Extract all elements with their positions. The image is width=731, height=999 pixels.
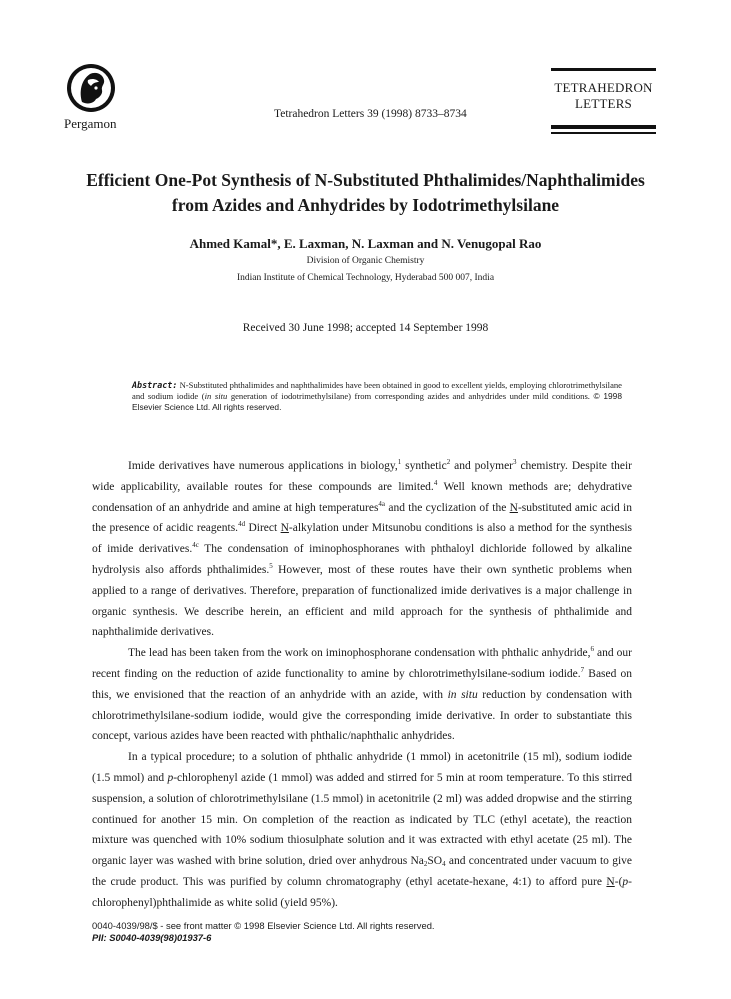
journal-name-line2: LETTERS bbox=[574, 96, 632, 111]
reference-marker: 7 bbox=[580, 665, 585, 674]
abstract-text-cont: generation of iodotrimethylsilane) from corresponding azides and anhydrides under mild conditions. bbox=[227, 391, 594, 402]
header-rule-top bbox=[551, 68, 656, 71]
article-title bbox=[0, 168, 731, 218]
received-dates: Received 30 June 1998; accepted 14 September 1998 bbox=[242, 322, 489, 334]
abstract-copyright: © 1998 Elsevier Science Ltd. All rights reserved. bbox=[132, 391, 622, 413]
reference-marker: 1 bbox=[397, 458, 402, 466]
authors: Ahmed Kamal*, E. Laxman, N. Laxman and N. Venugopal Rao bbox=[189, 236, 542, 251]
footer-pii: PII: S0040-4039(98)01937-6 bbox=[92, 932, 212, 943]
reference-marker: 4d bbox=[238, 520, 246, 529]
publisher-logo bbox=[66, 62, 116, 114]
article-body bbox=[92, 456, 632, 914]
journal-name bbox=[551, 80, 656, 112]
article-title-line1: Efficient One-Pot Synthesis of N-Substituted Phthalimides/Naphthalimides bbox=[86, 170, 645, 190]
reference-marker: 3 bbox=[513, 458, 517, 466]
abstract-label: Abstract: bbox=[132, 380, 178, 390]
header-rule-bottom bbox=[551, 125, 656, 129]
journal-name-line1: TETRAHEDRON bbox=[554, 80, 653, 95]
publisher-name: Pergamon bbox=[64, 116, 117, 131]
journal-citation: Tetrahedron Letters 39 (1998) 8733–8734 bbox=[274, 108, 467, 120]
affiliation-division: Division of Organic Chemistry bbox=[306, 256, 425, 266]
reference-marker: 4c bbox=[192, 541, 199, 550]
paragraph-lead: The lead has been taken from the work on iminophosphorane condensation with phthalic anhydride,$^6$ and our recent finding on the reduction of azide functionality to amine by chlorotrimethylsilane-sodium iodide.$^7$ Based on this, we envisioned that the reaction of an anhydride with an azide, with in situ reduction by condensation with chlorotrimethylsilane-sodium iodide, would give the corresponding imide derivative. In order to substantiate this concept, various azides have been reacted with phthalic/naphthalic anhydrides. bbox=[92, 645, 633, 743]
reference-marker: 4 bbox=[433, 478, 438, 487]
reference-marker: 5 bbox=[269, 561, 273, 570]
abstract bbox=[132, 380, 622, 414]
reference-marker: 6 bbox=[590, 645, 595, 654]
abstract-in-situ: in situ bbox=[204, 391, 228, 402]
affiliation-institute: Indian Institute of Chemical Technology, Hyderabad 500 007, India bbox=[236, 273, 495, 283]
abstract-text: N-Substituted phthalimides and naphthalimides have been obtained in good to excellent yields, employing chlorotrimethylsilane and sodium iodide ( bbox=[132, 380, 622, 402]
reference-marker: 2 bbox=[446, 458, 451, 466]
footer bbox=[92, 920, 435, 944]
footer-issn: 0040-4039/98/$ - see front matter © 1998 Elsevier Science Ltd. All rights reserved. bbox=[92, 920, 435, 931]
article-title-line2: from Azides and Anhydrides by Iodotrimethylsilane bbox=[171, 195, 560, 215]
paragraph-procedure: In a typical procedure; to a solution of phthalic anhydride (1 mmol) in acetonitrile (15 ml), sodium iodide (1.5 mmol) and p-chlorophenyl azide (1 mmol) was added and stirred for 5 min at room temperature. To this stirred suspension, a solution of chlorotrimethylsilane (1.5 mmol) in acetonitrile (2 ml) was added dropwise and the stirring continued for another 15 min. On completion of the reaction as indicated by TLC (ethyl acetate), the reaction mixture was quenched with 10% sodium thiosulphate solution and it was extracted with ethyl acetate (25 ml). The organic layer was washed with brine solution, dried over anhydrous $Na_2SO_4$ and concentrated under vacuum to give the crude product. This was purified by column chromatography (ethyl acetate-hexane, 4:1) to afford pure N-(p-chlorophenyl)phthalimide as white solid (yield 95%). bbox=[92, 751, 632, 909]
reference-marker: 4a bbox=[378, 499, 386, 508]
paragraph-intro: Imide derivatives have numerous applications in biology,$^1$ synthetic$^2$ and polymer$^3$ chemistry. Despite their wide applicability, available routes for these compounds are limited.$^4$ Well known methods are; dehydrative condensation of an anhydride and amine at high temperatures$^{4a}$ and the cyclization of the N-substituted amic acid in the presence of acidic reagents.$^{4d}$ Direct N-alkylation under Mitsunobu conditions is also a method for the synthesis of imide derivatives.$^{4c}$ The condensation of iminophosphoranes with phthaloyl dichloride followed by alkaline hydrolysis also affords phthalimides.$^5$ However, most of these routes have their own synthetic problems when applied to a range of derivatives. Therefore, preparation of functionalized imide derivatives is a major challenge in organic synthesis. We describe herein, an efficient and mild approach for the synthesis of phthalimide and naphthalimide derivatives. bbox=[92, 458, 633, 639]
header-rule-bottom-thin bbox=[551, 132, 656, 134]
